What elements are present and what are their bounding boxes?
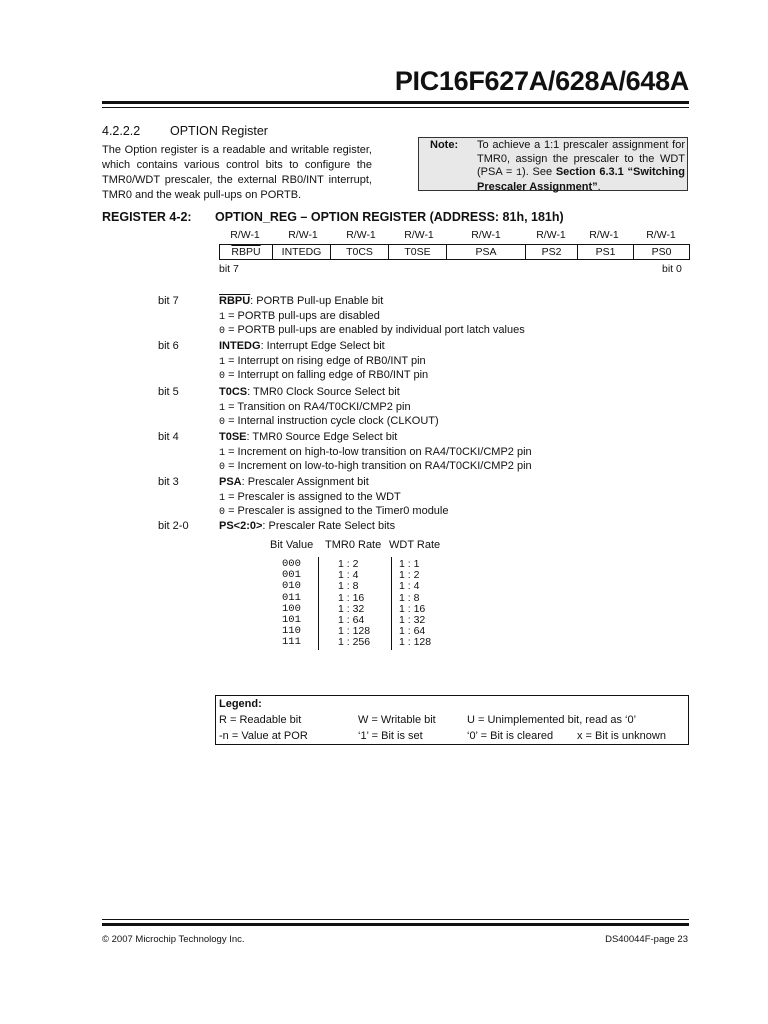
desc-line xyxy=(219,415,439,428)
bit-cell-ps2: PS2 xyxy=(525,245,577,259)
legend-box xyxy=(215,695,689,745)
ps-bit-value: 101 xyxy=(282,614,301,627)
ps-tmr0-column xyxy=(338,559,370,649)
desc-line xyxy=(219,505,449,518)
intro-paragraph: The Option register is a readable and writable register, which contains various control bits to configure the TMR0/WDT prescaler, the external RB0/INT interrupt, TMR0 and the weak pull-ups on PORTB. xyxy=(102,144,372,201)
bit0-marker: bit 0 xyxy=(662,263,682,275)
desc-line xyxy=(219,369,428,382)
note-label: Note: xyxy=(430,139,459,151)
legend-bit-set: ‘1’ = Bit is set xyxy=(358,730,423,742)
ps-tmr0-rate: 1 : 2 xyxy=(338,558,359,570)
desc-title: : TMR0 Source Edge Select bit xyxy=(246,431,398,443)
ps-wdt-rate: 1 : 128 xyxy=(399,636,432,649)
ps-bit-value: 011 xyxy=(282,591,301,604)
desc-name-ps: PS<2:0> xyxy=(219,520,263,532)
ps-tmr0-rate: 1 : 4 xyxy=(338,569,359,582)
desc-name-t0se: T0SE xyxy=(219,431,247,443)
bit-cell-ps1: PS1 xyxy=(577,245,633,259)
desc-bit-number: bit 5 xyxy=(158,386,179,398)
access-bit1: R/W-1 xyxy=(589,229,619,241)
desc-code: 1 xyxy=(219,403,226,414)
desc-bit-number: bit 7 xyxy=(158,295,179,307)
ps-wdt-rate: 1 : 4 xyxy=(399,580,420,593)
desc-code: 1 xyxy=(219,312,226,323)
desc-text: = Prescaler is assigned to the Timer0 module xyxy=(225,505,449,517)
desc-line xyxy=(219,401,411,414)
desc-text: = Interrupt on rising edge of RB0/INT pin xyxy=(225,355,426,367)
desc-heading-ps xyxy=(219,520,395,532)
ps-bit-value-column xyxy=(282,559,301,649)
desc-code: 0 xyxy=(219,371,226,382)
desc-title: : Prescaler Rate Select bits xyxy=(262,520,396,532)
desc-bit-number: bit 3 xyxy=(158,476,179,488)
ps-tmr0-rate: 1 : 256 xyxy=(338,636,371,649)
note-box xyxy=(418,137,688,191)
ps-bit-value: 010 xyxy=(282,580,301,593)
note-text xyxy=(477,139,685,194)
register-title: OPTION_REG – OPTION REGISTER (ADDRESS: 81h, 181h) xyxy=(215,210,564,224)
ps-wdt-rate: 1 : 16 xyxy=(399,602,426,615)
ps-header-wdt-rate: WDT Rate xyxy=(389,539,441,551)
note-text-part-1: To achieve a 1:1 prescaler assignment for TMR0, assign the prescaler to the WDT (PSA = xyxy=(477,139,685,178)
header-rule-thick xyxy=(102,101,689,104)
section-number: 4.2.2.2 xyxy=(102,124,141,138)
ps-column-divider xyxy=(391,557,392,650)
desc-heading-t0se xyxy=(219,431,397,443)
desc-title: : TMR0 Clock Source Select bit xyxy=(247,386,400,398)
access-bit4: R/W-1 xyxy=(404,229,434,241)
ps-tmr0-rate: 1 : 128 xyxy=(338,625,371,638)
legend-writable: W = Writable bit xyxy=(358,714,436,726)
register-bit-row xyxy=(219,244,690,260)
footer-page-number: DS40044F-page 23 xyxy=(605,934,688,945)
ps-tmr0-rate: 1 : 8 xyxy=(338,580,359,593)
desc-bit-number: bit 6 xyxy=(158,340,179,352)
access-bit5: R/W-1 xyxy=(346,229,376,241)
desc-heading-rbpu xyxy=(219,295,383,307)
ps-wdt-column xyxy=(399,559,431,649)
section-title: OPTION Register xyxy=(170,124,268,138)
desc-title: : PORTB Pull-up Enable bit xyxy=(250,295,384,307)
ps-bit-value: 100 xyxy=(282,602,301,615)
desc-text: = Prescaler is assigned to the WDT xyxy=(225,491,401,503)
desc-text: = PORTB pull-ups are enabled by individual port latch values xyxy=(225,324,525,336)
ps-bit-value: 110 xyxy=(282,625,301,638)
desc-line xyxy=(219,446,532,459)
desc-name-psa: PSA xyxy=(219,476,242,488)
desc-heading-t0cs xyxy=(219,386,400,398)
note-text-part-2: ). See xyxy=(522,166,556,178)
ps-wdt-rate: 1 : 64 xyxy=(399,625,426,638)
note-text-part-3: . xyxy=(597,180,601,193)
desc-line xyxy=(219,460,532,473)
access-bit7: R/W-1 xyxy=(230,229,260,241)
ps-bit-value: 111 xyxy=(282,636,301,649)
header-rule-thin xyxy=(102,107,689,108)
ps-header-bit-value: Bit Value xyxy=(270,539,314,551)
desc-text: = Increment on low-to-high transition on RA4/T0CKI/CMP2 pin xyxy=(225,460,532,472)
desc-title: : Interrupt Edge Select bit xyxy=(260,340,385,352)
ps-tmr0-rate: 1 : 64 xyxy=(338,614,365,627)
note-section-link[interactable]: Section 6.3.1 “Switching Prescaler Assignment” xyxy=(477,166,685,193)
ps-wdt-rate: 1 : 8 xyxy=(399,591,420,604)
desc-name-intedg: INTEDG xyxy=(219,340,261,352)
desc-line xyxy=(219,355,426,368)
desc-name-rbpu: RBPU xyxy=(219,295,251,307)
legend-title: Legend: xyxy=(219,698,262,710)
bit-label-rbpu: RBPU xyxy=(231,246,261,258)
bit-cell-rbpu xyxy=(220,245,272,259)
desc-line xyxy=(219,310,380,323)
desc-code: 1 xyxy=(219,493,226,504)
register-label: REGISTER 4-2: xyxy=(102,210,192,224)
access-bit2: R/W-1 xyxy=(536,229,566,241)
access-bit0: R/W-1 xyxy=(646,229,676,241)
document-title: PIC16F627A/628A/648A xyxy=(394,66,689,96)
desc-code: 0 xyxy=(219,507,226,518)
desc-bit-number: bit 2-0 xyxy=(158,520,189,532)
note-code: 1 xyxy=(516,168,523,179)
desc-text: = Increment on high-to-low transition on RA4/T0CKI/CMP2 pin xyxy=(225,446,532,458)
bit-cell-intedg: INTEDG xyxy=(272,245,330,259)
legend-unimplemented: U = Unimplemented bit, read as ‘0’ xyxy=(467,714,637,726)
access-bit6: R/W-1 xyxy=(288,229,318,241)
footer-rule-thick xyxy=(102,923,689,926)
desc-line xyxy=(219,324,525,337)
ps-wdt-rate: 1 : 1 xyxy=(399,558,420,570)
footer-rule-thin xyxy=(102,919,689,920)
desc-code: 0 xyxy=(219,326,226,337)
desc-text: = Transition on RA4/T0CKI/CMP2 pin xyxy=(225,401,411,413)
ps-column-divider xyxy=(318,557,319,650)
access-bit3: R/W-1 xyxy=(471,229,501,241)
desc-code: 1 xyxy=(219,448,226,459)
ps-wdt-rate: 1 : 32 xyxy=(399,614,426,627)
desc-text: = PORTB pull-ups are disabled xyxy=(225,310,380,322)
desc-code: 0 xyxy=(219,417,226,428)
ps-wdt-rate: 1 : 2 xyxy=(399,569,420,582)
desc-bit-number: bit 4 xyxy=(158,431,179,443)
footer-copyright: © 2007 Microchip Technology Inc. xyxy=(102,934,245,945)
legend-readable: R = Readable bit xyxy=(219,714,302,726)
bit-cell-t0se: T0SE xyxy=(388,245,446,259)
legend-value-at-por: -n = Value at POR xyxy=(219,730,308,742)
bit-cell-psa: PSA xyxy=(446,245,525,259)
desc-line xyxy=(219,491,401,504)
desc-heading-intedg xyxy=(219,340,385,352)
bit-cell-ps0: PS0 xyxy=(633,245,689,259)
legend-bit-cleared: ‘0’ = Bit is cleared xyxy=(467,730,554,742)
ps-bit-value: 001 xyxy=(282,569,301,582)
desc-name-t0cs: T0CS xyxy=(219,386,248,398)
desc-text: = Interrupt on falling edge of RB0/INT pin xyxy=(225,369,429,381)
bit-cell-t0cs: T0CS xyxy=(330,245,388,259)
bit7-marker: bit 7 xyxy=(219,263,239,275)
ps-bit-value: 000 xyxy=(282,558,301,570)
desc-heading-psa xyxy=(219,476,369,488)
desc-code: 0 xyxy=(219,462,226,473)
desc-title: : Prescaler Assignment bit xyxy=(241,476,369,488)
ps-tmr0-rate: 1 : 16 xyxy=(338,591,365,604)
ps-header-tmr0-rate: TMR0 Rate xyxy=(325,539,382,551)
desc-code: 1 xyxy=(219,357,226,368)
ps-tmr0-rate: 1 : 32 xyxy=(338,602,365,615)
desc-text: = Internal instruction cycle clock (CLKOUT) xyxy=(225,415,439,427)
legend-bit-unknown: x = Bit is unknown xyxy=(577,730,666,742)
